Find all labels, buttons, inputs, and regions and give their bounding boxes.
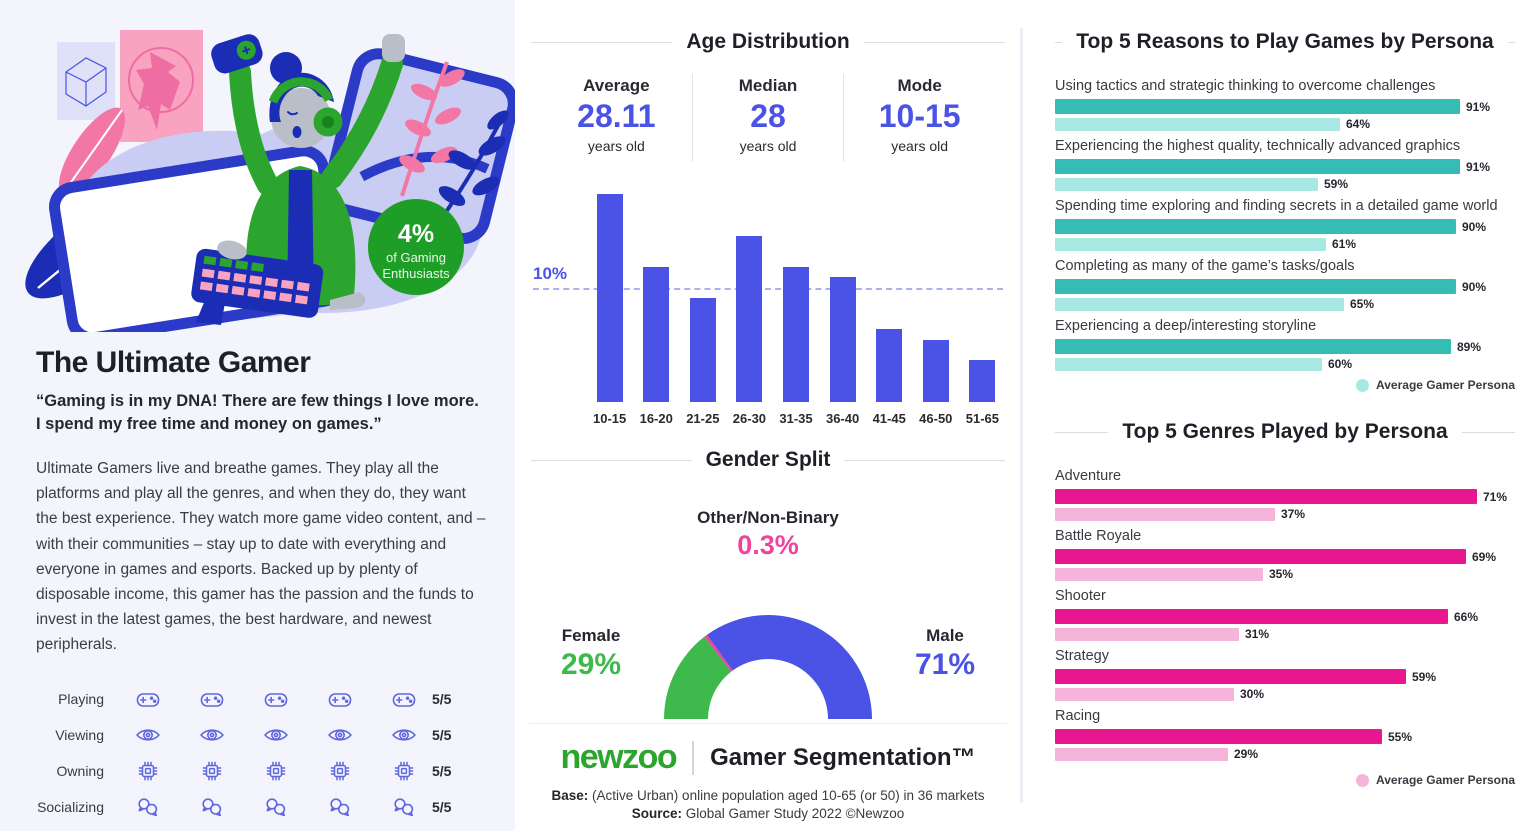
bar-row xyxy=(1055,237,1515,251)
brand-row xyxy=(529,738,1007,777)
bar-value-label: 91% xyxy=(1466,159,1491,174)
bar-value-label: 61% xyxy=(1332,237,1357,251)
gender-split-header xyxy=(531,448,1005,472)
rating-label: Owning xyxy=(56,763,104,780)
chat-icon xyxy=(390,793,418,821)
female-stat xyxy=(561,626,621,682)
rating-row-viewing xyxy=(18,717,515,753)
bar-group xyxy=(1055,708,1515,761)
rating-label: Playing xyxy=(58,691,104,708)
age-tick-label: 21-25 xyxy=(686,411,720,426)
age-tick-label: 31-35 xyxy=(779,411,813,426)
chat-icon xyxy=(326,793,354,821)
reasons-legend xyxy=(1055,378,1515,392)
age-bar-26-30 xyxy=(733,174,766,426)
base-label: Base: xyxy=(551,788,589,803)
bar-group-label: Shooter xyxy=(1055,588,1106,604)
rating-row-owning xyxy=(18,753,515,789)
reasons-title: Top 5 Reasons to Play Games by Persona xyxy=(1076,30,1494,53)
product-name: Gamer Segmentation™ xyxy=(710,743,976,771)
age-tick-label: 10-15 xyxy=(593,411,627,426)
male-label: Male xyxy=(926,626,964,645)
bar-row xyxy=(1055,549,1515,564)
stat-value: 28.11 xyxy=(577,98,656,134)
source-footer xyxy=(529,723,1007,821)
bar-group xyxy=(1055,318,1515,371)
page-title: The Ultimate Gamer xyxy=(36,346,311,379)
gender-gauge xyxy=(515,508,1021,758)
bar-group xyxy=(1055,588,1515,641)
base-text: (Active Urban) online population aged 10-65 (or 50) in 36 markets xyxy=(592,788,985,803)
legend-label: Average Gamer Persona xyxy=(1376,773,1515,787)
age-bar-46-50 xyxy=(919,174,952,426)
chat-icon xyxy=(262,793,290,821)
bar-value-label: 60% xyxy=(1328,357,1353,371)
genres-bar-chart xyxy=(1055,468,1515,761)
rating-icons xyxy=(134,685,418,713)
stat-label: Average xyxy=(583,76,650,95)
bar-group-label: Strategy xyxy=(1055,648,1109,664)
stat-unit: years old xyxy=(891,138,949,154)
bar xyxy=(690,298,716,402)
average-gamer-bar xyxy=(1055,118,1340,131)
quote-line-2: I spend my free time and money on games.” xyxy=(36,415,382,434)
bar xyxy=(783,267,809,402)
average-gamer-bar xyxy=(1055,628,1239,641)
genres-legend xyxy=(1055,773,1515,787)
average-gamer-bar xyxy=(1055,748,1228,761)
badge-line2: Enthusiasts xyxy=(382,266,450,281)
bar-group-label: Experiencing the highest quality, technically advanced graphics xyxy=(1055,138,1461,154)
bar-value-label: 35% xyxy=(1269,567,1294,581)
bar xyxy=(830,277,856,402)
age-tick-label: 36-40 xyxy=(825,411,860,426)
age-bar-31-35 xyxy=(779,174,812,426)
divider-line xyxy=(531,460,692,461)
age-tick-label: 16-20 xyxy=(639,411,673,426)
divider-line xyxy=(1055,42,1062,43)
age-bar-10-15 xyxy=(593,174,626,426)
gauge-slice-male xyxy=(707,615,872,719)
stat-label: Median xyxy=(738,76,798,95)
gamepad-icon xyxy=(390,685,418,713)
bar-value-label: 59% xyxy=(1324,177,1349,191)
newzoo-logo: newzoo xyxy=(560,738,677,776)
logo-divider xyxy=(692,741,694,775)
gender-split-title: Gender Split xyxy=(705,448,831,471)
age-bar-36-40 xyxy=(826,174,859,426)
average-gamer-bar xyxy=(1055,688,1234,701)
age-tick-label: 41-45 xyxy=(872,411,906,426)
bar-row xyxy=(1055,339,1515,354)
divider-line xyxy=(844,460,1005,461)
male-stat xyxy=(915,626,975,682)
bar-row xyxy=(1055,609,1515,624)
stat-unit: years old xyxy=(739,138,797,154)
rating-icons xyxy=(134,793,418,821)
reasons-bar-chart xyxy=(1055,78,1515,371)
bar xyxy=(643,267,669,402)
persona-bar xyxy=(1055,339,1451,354)
persona-bar xyxy=(1055,489,1477,504)
rating-row-playing xyxy=(18,681,515,717)
bar-value-label: 89% xyxy=(1457,339,1482,354)
chip-icon xyxy=(326,757,354,785)
rating-score: 5/5 xyxy=(432,727,452,744)
persona-bar xyxy=(1055,219,1456,234)
bar-value-label: 29% xyxy=(1234,747,1259,761)
bar-group-label: Racing xyxy=(1055,708,1101,724)
stats-column xyxy=(515,0,1021,831)
persona-bar xyxy=(1055,609,1448,624)
stat-value: 28 xyxy=(750,98,786,134)
age-bar-41-45 xyxy=(873,174,906,426)
age-tick-label: 46-50 xyxy=(919,411,953,426)
persona-quote xyxy=(36,390,479,436)
bar-group-label: Completing as many of the game’s tasks/goals xyxy=(1055,258,1355,274)
average-gamer-bar xyxy=(1055,508,1275,521)
bar-row xyxy=(1055,297,1515,311)
bar-value-label: 55% xyxy=(1388,729,1413,744)
ratings-table xyxy=(18,681,515,825)
eye-icon xyxy=(262,721,290,749)
rating-label: Socializing xyxy=(37,799,104,816)
bar-row xyxy=(1055,687,1515,701)
persona-bar xyxy=(1055,549,1466,564)
bar-row xyxy=(1055,489,1515,504)
chip-icon xyxy=(390,757,418,785)
rating-row-socializing xyxy=(18,789,515,825)
chip-icon xyxy=(198,757,226,785)
rating-score: 5/5 xyxy=(432,763,452,780)
gamepad-icon xyxy=(326,685,354,713)
base-note xyxy=(529,788,1007,803)
bar-group xyxy=(1055,198,1515,251)
age-bar-16-20 xyxy=(640,174,673,426)
reasons-header xyxy=(1055,30,1515,54)
bar-value-label: 30% xyxy=(1240,687,1265,701)
stat-mode xyxy=(843,74,995,162)
eye-icon xyxy=(390,721,418,749)
stat-unit: years old xyxy=(587,138,645,154)
persona-bar xyxy=(1055,279,1456,294)
divider-line xyxy=(864,42,1005,43)
bar-value-label: 64% xyxy=(1346,117,1371,131)
eye-icon xyxy=(326,721,354,749)
persona-bar xyxy=(1055,99,1460,114)
persona-charts-column xyxy=(1055,0,1515,831)
stat-value: 10-15 xyxy=(878,98,961,134)
other-nonbinary-value: 0.3% xyxy=(737,530,799,560)
bar-value-label: 31% xyxy=(1245,627,1270,641)
bar-row xyxy=(1055,747,1515,761)
age-tick-label: 26-30 xyxy=(732,411,767,426)
chip-icon xyxy=(134,757,162,785)
average-gamer-bar xyxy=(1055,238,1326,251)
bar-group xyxy=(1055,528,1515,581)
bar-row xyxy=(1055,219,1515,234)
gamer-illustration xyxy=(0,0,515,332)
persona-description: Ultimate Gamers live and breathe games. They play all the platforms and play all the genres, and when they do, they want the best experience. They watch more game video content, and – with their communities – stay up to date with everything and everyone in games and esports. Backed up by plenty of disposable income, this gamer has the passion and the funds to invest in the latest games, the best hardware, and newest peripherals. xyxy=(36,460,486,653)
rating-score: 5/5 xyxy=(432,691,452,708)
bar-row xyxy=(1055,99,1515,114)
rating-icons xyxy=(134,721,418,749)
bar-row xyxy=(1055,159,1515,174)
rating-label: Viewing xyxy=(55,727,104,744)
age-bars xyxy=(593,174,999,426)
bar-group xyxy=(1055,468,1515,521)
genres-title: Top 5 Genres Played by Persona xyxy=(1122,420,1448,443)
gender-gauge-chart xyxy=(623,573,913,723)
source-text: Global Gamer Study 2022 ©Newzoo xyxy=(685,806,905,821)
bar-group xyxy=(1055,138,1515,191)
rating-score: 5/5 xyxy=(432,799,452,816)
male-value: 71% xyxy=(914,648,975,681)
bar-row xyxy=(1055,507,1515,521)
chat-icon xyxy=(198,793,226,821)
bar-value-label: 66% xyxy=(1454,609,1479,624)
bar xyxy=(923,340,949,402)
source-note xyxy=(529,806,1007,821)
female-label: Female xyxy=(561,626,621,645)
bar xyxy=(969,360,995,402)
column-divider xyxy=(1020,28,1023,803)
bar-value-label: 90% xyxy=(1462,279,1487,294)
bar-group-label: Experiencing a deep/interesting storyline xyxy=(1055,318,1317,334)
bar xyxy=(876,329,902,402)
source-label: Source: xyxy=(631,806,682,821)
bar-group xyxy=(1055,78,1515,131)
stat-average xyxy=(541,74,692,162)
bar-group xyxy=(1055,648,1515,701)
bar-value-label: 65% xyxy=(1350,297,1375,311)
legend-dot xyxy=(1356,774,1369,787)
bar xyxy=(736,236,762,402)
bar-row xyxy=(1055,177,1515,191)
badge-line1: of Gaming xyxy=(386,250,446,265)
persona-panel xyxy=(0,0,515,831)
persona-bar xyxy=(1055,669,1406,684)
divider-line xyxy=(1055,432,1108,433)
bar-row xyxy=(1055,627,1515,641)
eye-icon xyxy=(134,721,162,749)
quote-line-1: “Gaming is in my DNA! There are few things I love more. xyxy=(36,392,479,410)
bar-row xyxy=(1055,729,1515,744)
age-bar-chart xyxy=(533,174,1003,426)
reference-line-label: 10% xyxy=(533,264,568,283)
bar-group xyxy=(1055,258,1515,311)
rating-icons xyxy=(134,757,418,785)
persona-bar xyxy=(1055,159,1460,174)
persona-bar xyxy=(1055,729,1382,744)
eye-icon xyxy=(198,721,226,749)
bar-group-label: Adventure xyxy=(1055,468,1122,484)
gamepad-icon xyxy=(134,685,162,713)
bar-value-label: 59% xyxy=(1412,669,1437,684)
age-distribution-header xyxy=(531,30,1005,54)
bar-row xyxy=(1055,669,1515,684)
bar-value-label: 91% xyxy=(1466,99,1491,114)
gamepad-icon xyxy=(198,685,226,713)
average-gamer-bar xyxy=(1055,298,1344,311)
bar-row xyxy=(1055,117,1515,131)
bar-value-label: 71% xyxy=(1483,489,1508,504)
bar xyxy=(597,194,623,402)
average-gamer-bar xyxy=(1055,178,1318,191)
genres-header xyxy=(1055,420,1515,444)
age-stats-row xyxy=(541,74,995,162)
bar-value-label: 90% xyxy=(1462,219,1487,234)
bar-row xyxy=(1055,279,1515,294)
enthusiast-badge xyxy=(368,199,464,295)
chat-icon xyxy=(134,793,162,821)
age-distribution-title: Age Distribution xyxy=(686,30,850,53)
chip-icon xyxy=(262,757,290,785)
average-gamer-bar xyxy=(1055,358,1322,371)
age-bar-51-65 xyxy=(966,174,999,426)
bar-group-label: Battle Royale xyxy=(1055,528,1142,544)
legend-dot xyxy=(1356,379,1369,392)
badge-value: 4% xyxy=(397,220,435,248)
age-tick-label: 51-65 xyxy=(965,411,999,426)
divider-line xyxy=(1462,432,1515,433)
age-bar-21-25 xyxy=(686,174,719,426)
divider-line xyxy=(1508,42,1515,43)
bar-group-label: Using tactics and strategic thinking to overcome challenges xyxy=(1055,78,1436,94)
stat-label: Mode xyxy=(897,76,942,95)
other-nonbinary-label: Other/Non-Binary xyxy=(697,508,839,527)
divider-line xyxy=(531,42,672,43)
bar-row xyxy=(1055,567,1515,581)
bar-group-label: Spending time exploring and finding secrets in a detailed game world xyxy=(1055,198,1498,214)
gamepad-icon xyxy=(262,685,290,713)
average-gamer-bar xyxy=(1055,568,1263,581)
bar-row xyxy=(1055,357,1515,371)
bar-value-label: 37% xyxy=(1281,507,1306,521)
legend-label: Average Gamer Persona xyxy=(1376,378,1515,392)
female-value: 29% xyxy=(561,648,622,681)
stat-median xyxy=(692,74,844,162)
bar-value-label: 69% xyxy=(1472,549,1497,564)
